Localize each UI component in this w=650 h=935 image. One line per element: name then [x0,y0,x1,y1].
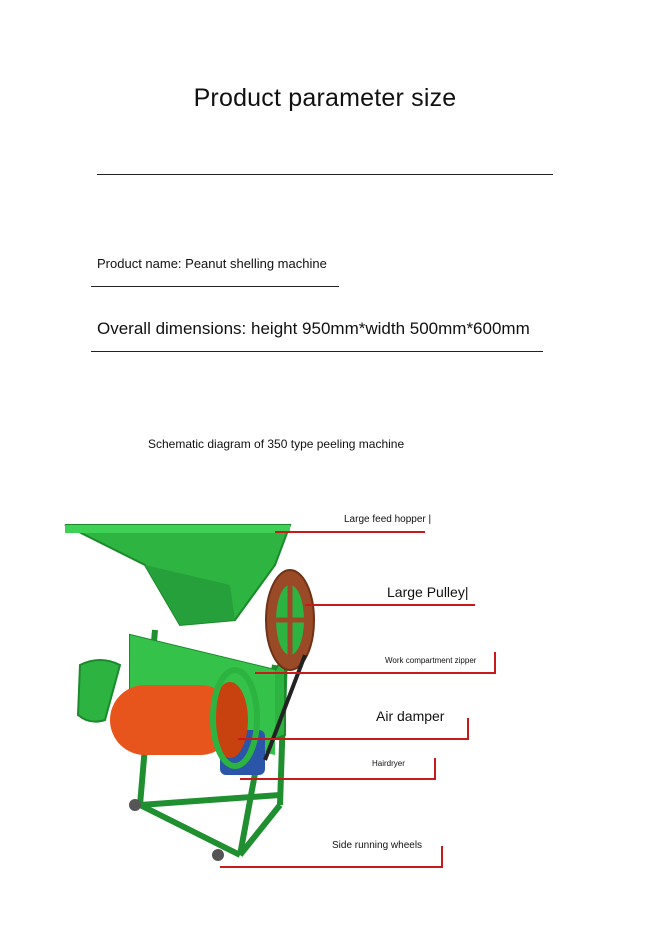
label-wheels: Side running wheels [332,840,423,851]
leader-large-pulley [305,604,475,606]
dimensions-divider [91,351,543,352]
label-air-damper: Air damper [376,708,445,724]
label-large-pulley: Large Pulley| [387,584,469,600]
large-pulley [266,570,314,670]
product-name-divider [91,286,339,287]
peanut-sheller-illustration [60,505,340,875]
label-feed-hopper: Large feed hopper | [344,514,432,525]
diagram-caption: Schematic diagram of 350 type peeling machine [148,437,405,451]
title-divider [97,174,553,175]
label-zipper: Work compartment zipper [385,656,477,665]
wheel [129,799,141,811]
wheel [212,849,224,861]
page-title: Product parameter size [193,84,457,112]
leader-zipper [255,672,495,674]
product-name: Product name: Peanut shelling machine [97,256,327,271]
label-hairdryer: Hairdryer [372,759,405,768]
leader-air-damper [238,738,468,740]
leader-feed-hopper [275,531,425,533]
leader-wheels [220,866,442,868]
leader-hairdryer [240,778,435,780]
overall-dimensions: Overall dimensions: height 950mm*width 500mm*600mm [97,319,530,338]
